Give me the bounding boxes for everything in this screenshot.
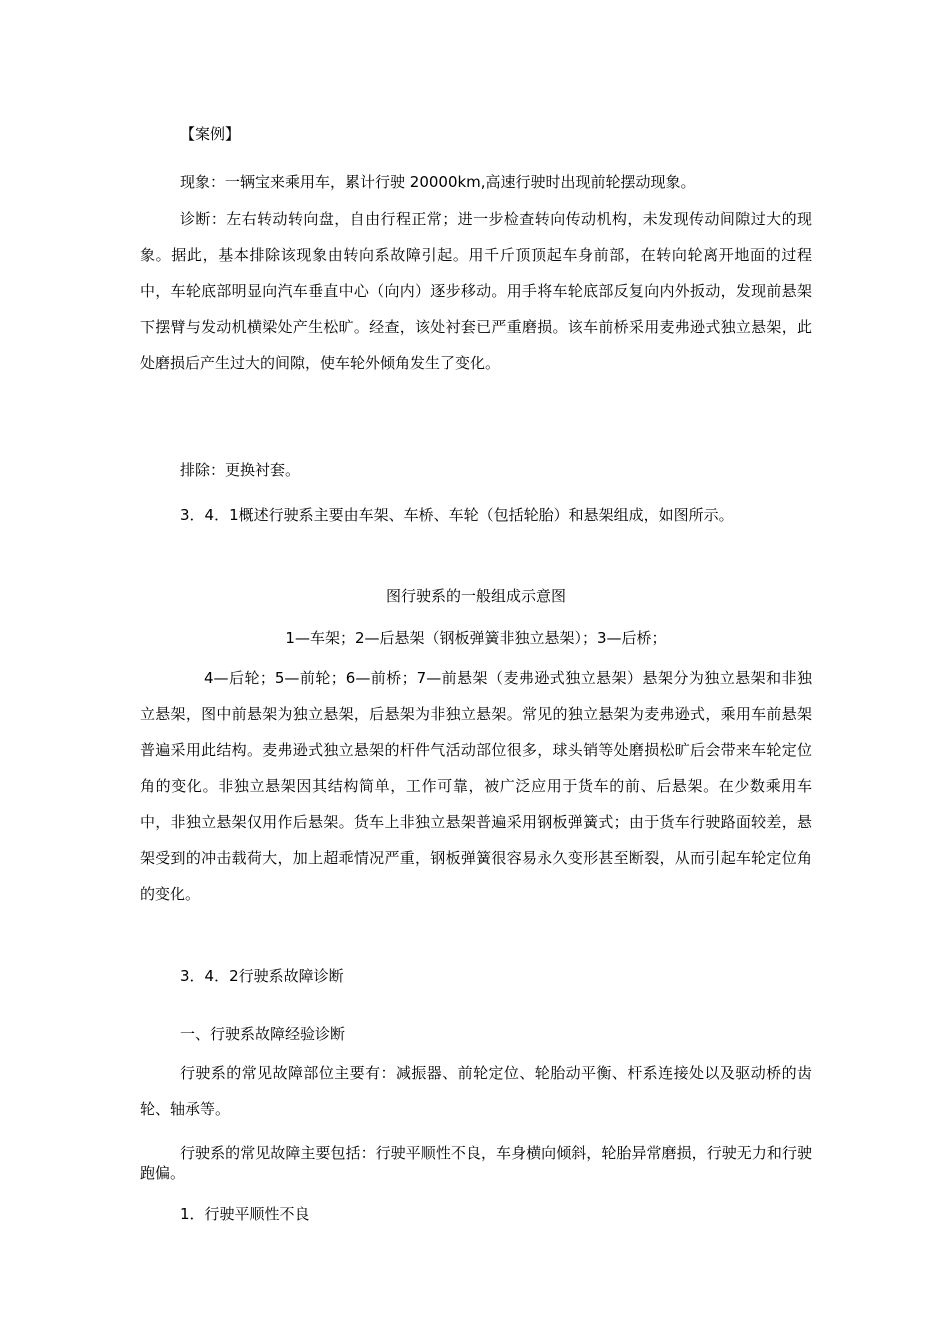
common-faults: 行驶系的常见故障主要包括：行驶平顺性不良，车身横向倾斜，轮胎异常磨损，行驶无力和行驶跑偏。 <box>140 1144 812 1182</box>
case-remedy: 排除：更换衬套。 <box>180 461 301 479</box>
case-diagnosis: 诊断：左右转动转向盘，自由行程正常；进一步检查转向传动机构，未发现传动间隙过大的现象。据此，基本排除该现象由转向系故障引起。用千斤顶顶起车身前部，在转向轮离开地面的过程中，车轮底部明显向汽车垂直中心（向内）逐步移动。用手将车轮底部反复向内外扳动，发现前悬架下摆臂与发动机横梁处产生松旷。经查，该处衬套已严重磨损。该车前桥采用麦弗逊式独立悬架，此处磨损后产生过大的间隙，使车轮外倾角发生了变化。 <box>140 210 812 372</box>
figure-title: 图行驶系的一般组成示意图 <box>385 587 566 605</box>
section-3-4-1-overview: 3．4．1概述行驶系主要由车架、车桥、车轮（包括轮胎）和悬架组成，如图所示。 <box>180 506 734 524</box>
case-symptom: 现象：一辆宝来乘用车，累计行驶 20000km,高速行驶时出现前轮摆动现象。 <box>180 173 696 191</box>
common-fault-locations: 行驶系的常见故障部位主要有：减振器、前轮定位、轮胎动平衡、杆系连接处以及驱动桥的齿轮、轴承等。 <box>140 1064 812 1118</box>
section-3-4-2-heading: 3．4．2行驶系故障诊断 <box>180 967 344 985</box>
figure-legend-line-1: 1—车架；2—后悬架（钢板弹簧非独立悬架）；3—后桥； <box>285 629 667 647</box>
figure-legend-paragraph: 4—后轮；5—前轮；6—前桥；7—前悬架（麦弗逊式独立悬架）悬架分为独立悬架和非独立悬架，图中前悬架为独立悬架，后悬架为非独立悬架。常见的独立悬架为麦弗逊式，乘用车前悬架普遍采用此结构。麦弗逊式独立悬架的杆件气活动部位很多，球头销等处磨损松旷后会带来车轮定位角的变化。非独立悬架因其结构简单，工作可靠，被广泛应用于货车的前、后悬架。在少数乘用车中，非独立悬架仅用作后悬架。货车上非独立悬架普遍采用钢板弹簧式；由于货车行驶路面较差，悬架受到的冲击载荷大，加上超乖情况严重，钢板弹簧很容易永久变形甚至断裂，从而引起车轮定位角的变化。 <box>140 669 812 903</box>
subsection-empirical-diagnosis: 一、行驶系故障经验诊断 <box>180 1025 346 1043</box>
case-heading: 【案例】 <box>180 125 241 143</box>
item-1-ride-comfort: 1．行驶平顺性不良 <box>180 1205 310 1223</box>
